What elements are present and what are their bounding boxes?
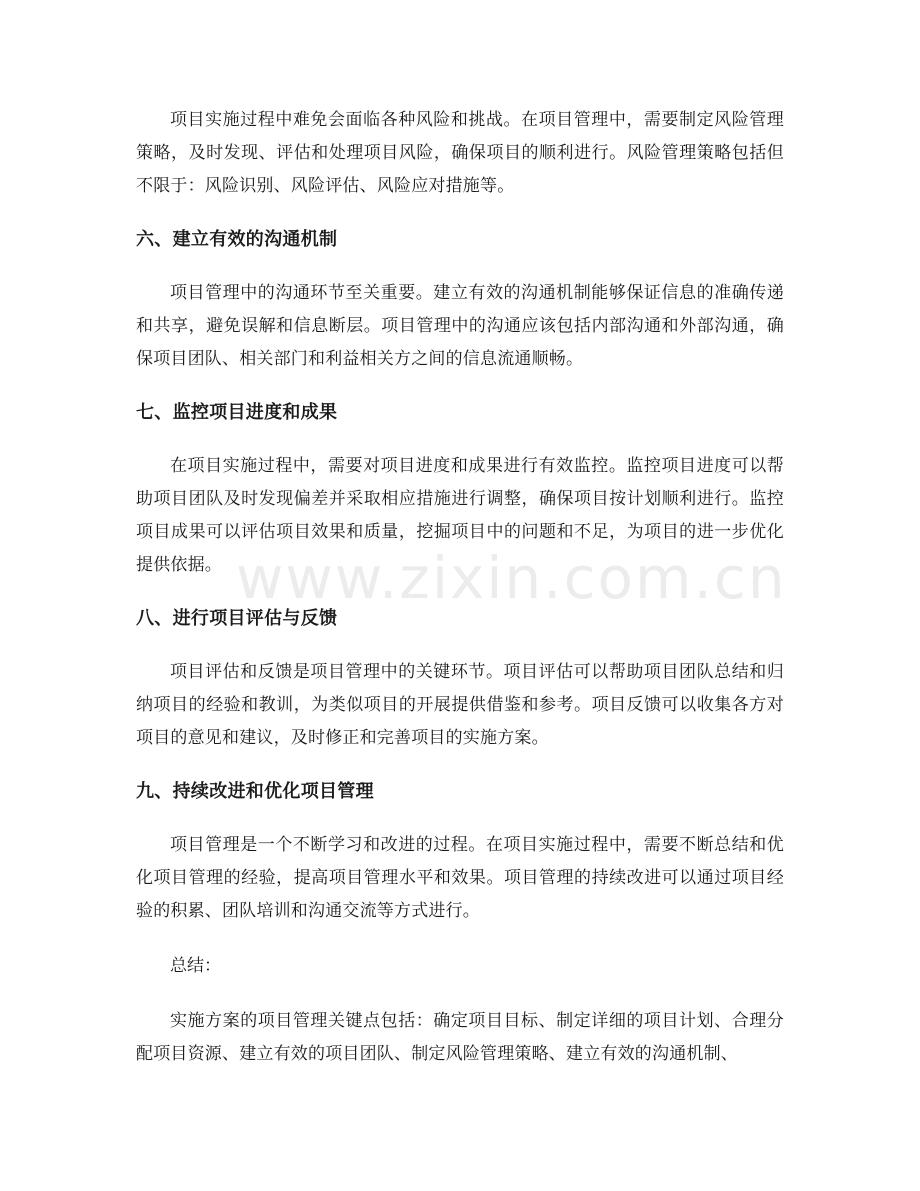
heading-continuous-improvement: 九、持续改进和优化项目管理: [136, 781, 374, 802]
paragraph-communication: 项目管理中的沟通环节至关重要。建立有效的沟通机制能够保证信息的准确传递和共享，避免误解和信息断层。项目管理中的沟通应该包括内部沟通和外部沟通，确保项目团队、相关部门和利益相关方之间的信息流通顺畅。: [136, 283, 784, 369]
paragraph-summary: 实施方案的项目管理关键点包括：确定项目目标、制定详细的项目计划、合理分配项目资源、建立有效的项目团队、制定风险管理策略、建立有效的沟通机制、: [136, 1011, 784, 1064]
document-body: [136, 104, 784, 1093]
paragraph-continuous-improvement: 项目管理是一个不断学习和改进的过程。在项目实施过程中，需要不断总结和优化项目管理的经验，提高项目管理水平和效果。项目管理的持续改进可以通过项目经验的积累、团队培训和沟通交流等方式进行。: [136, 835, 784, 921]
summary-label: 总结：: [170, 956, 221, 976]
heading-evaluation: 八、进行项目评估与反馈: [136, 608, 338, 629]
heading-monitoring: 七、监控项目进度和成果: [136, 402, 338, 423]
paragraph-risk-management: 项目实施过程中难免会面临各种风险和挑战。在项目管理中，需要制定风险管理策略，及时发现、评估和处理项目风险，确保项目的顺利进行。风险管理策略包括但不限于：风险识别、风险评估、风险应对措施等。: [136, 110, 784, 196]
watermark: www.zixin.com.cn: [236, 544, 787, 612]
heading-communication: 六、建立有效的沟通机制: [136, 229, 338, 250]
paragraph-monitoring: 在项目实施过程中，需要对项目进度和成果进行有效监控。监控项目进度可以帮助项目团队及时发现偏差并采取相应措施进行调整，确保项目按计划顺利进行。监控项目成果可以评估项目效果和质量，挖掘项目中的问题和不足，为项目的进一步优化提供依据。: [136, 456, 784, 575]
paragraph-evaluation: 项目评估和反馈是项目管理中的关键环节。项目评估可以帮助项目团队总结和归纳项目的经验和教训，为类似项目的开展提供借鉴和参考。项目反馈可以收集各方对项目的意见和建议，及时修正和完善项目的实施方案。: [136, 662, 784, 748]
